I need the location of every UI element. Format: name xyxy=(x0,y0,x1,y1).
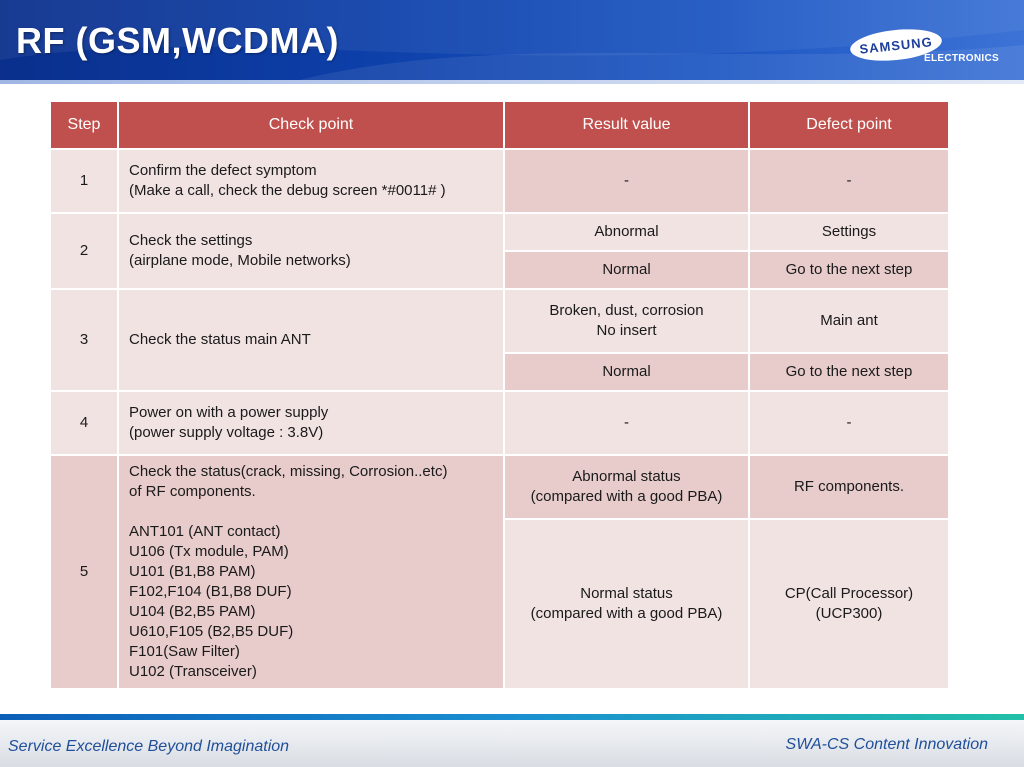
defect-point: Settings xyxy=(750,214,948,250)
header-defect-point: Defect point xyxy=(750,102,948,148)
check-point: Confirm the defect symptom (Make a call, check the debug screen *#0011# ) xyxy=(119,150,503,212)
defect-point: Go to the next step xyxy=(750,252,948,288)
slide-footer xyxy=(0,720,1024,767)
check-point: Check the status main ANT xyxy=(119,290,503,390)
defect-point: Main ant xyxy=(750,290,948,352)
step-number: 5 xyxy=(51,456,117,688)
table-header-row xyxy=(51,102,948,148)
result-value: - xyxy=(505,150,748,212)
header-underline xyxy=(0,80,1024,84)
table-row xyxy=(51,392,948,454)
rf-check-table xyxy=(49,100,950,690)
result-value: Broken, dust, corrosion No insert xyxy=(505,290,748,352)
result-value: Abnormal xyxy=(505,214,748,250)
header-step: Step xyxy=(51,102,117,148)
header-result-value: Result value xyxy=(505,102,748,148)
table-row xyxy=(51,150,948,212)
table-row xyxy=(51,214,948,250)
defect-point: - xyxy=(750,150,948,212)
footer-department: SWA-CS Content Innovation xyxy=(785,736,988,753)
samsung-logo-subtext: ELECTRONICS xyxy=(924,53,999,64)
slide-title: RF (GSM,WCDMA) xyxy=(16,20,339,61)
check-point: Power on with a power supply (power supply voltage : 3.8V) xyxy=(119,392,503,454)
check-point: Check the settings (airplane mode, Mobile networks) xyxy=(119,214,503,288)
result-value: Normal xyxy=(505,354,748,390)
result-value: - xyxy=(505,392,748,454)
defect-point: CP(Call Processor) (UCP300) xyxy=(750,520,948,688)
result-value: Abnormal status (compared with a good PBA) xyxy=(505,456,748,518)
result-value: Normal status (compared with a good PBA) xyxy=(505,520,748,688)
footer-slogan: Service Excellence Beyond Imagination xyxy=(8,738,290,755)
defect-point: Go to the next step xyxy=(750,354,948,390)
check-point: Check the status(crack, missing, Corrosion..etc) of RF components. ANT101 (ANT contact) U106 (Tx module, PAM) U101 (B1,B8 PAM) F102,F104 (B1,B8 DUF) U104 (B2,B5 PAM) U610,F105 (B2,B5 DUF) F101(Saw Filter) U102 (Transceiver) xyxy=(119,456,503,688)
table-row xyxy=(51,290,948,352)
step-number: 4 xyxy=(51,392,117,454)
table-row xyxy=(51,456,948,518)
step-number: 3 xyxy=(51,290,117,390)
step-number: 2 xyxy=(51,214,117,288)
result-value: Normal xyxy=(505,252,748,288)
slide-header xyxy=(0,0,1024,80)
samsung-logo xyxy=(850,30,1002,68)
defect-point: RF components. xyxy=(750,456,948,518)
step-number: 1 xyxy=(51,150,117,212)
defect-point: - xyxy=(750,392,948,454)
header-check-point: Check point xyxy=(119,102,503,148)
samsung-logo-text: SAMSUNG xyxy=(858,33,934,57)
